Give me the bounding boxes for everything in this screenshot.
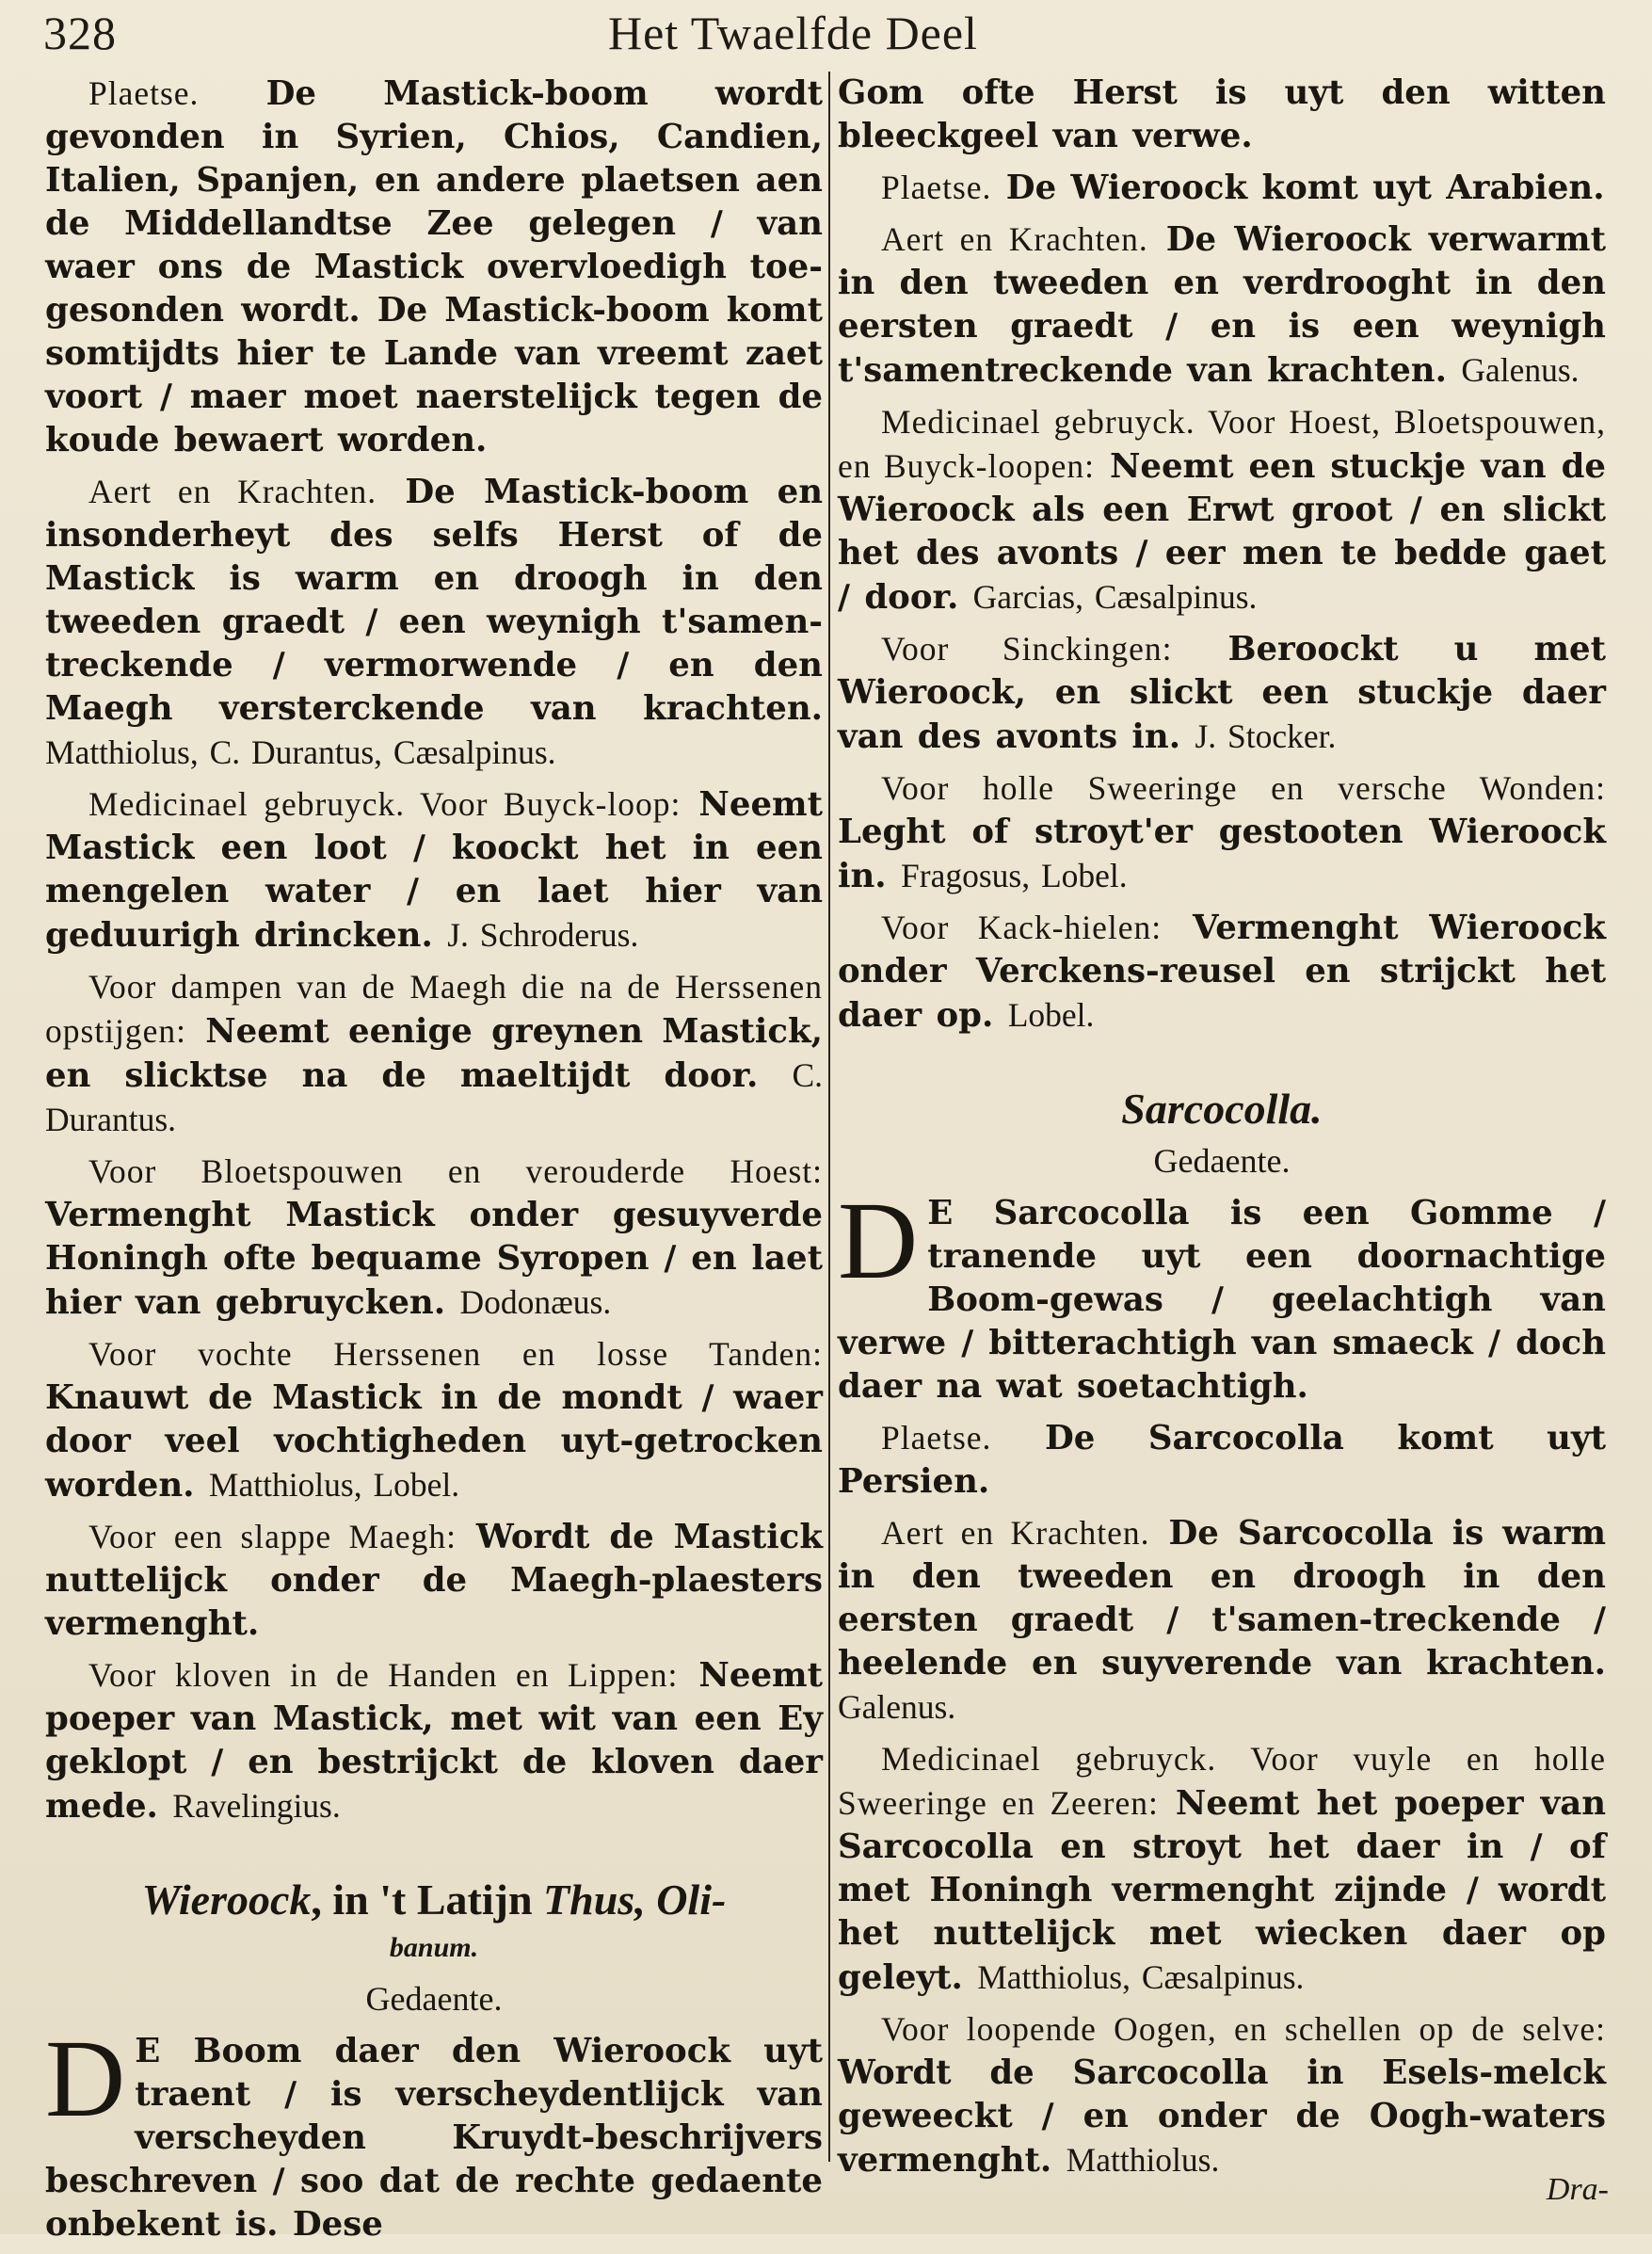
catchword: Dra- bbox=[1546, 2172, 1609, 2207]
author-citation: Matthiolus, Cæsalpinus. bbox=[977, 1958, 1305, 1996]
drop-cap: D bbox=[45, 2017, 126, 2140]
paragraph-mastick-vapours bbox=[45, 965, 823, 1142]
author-citation: Galenus. bbox=[1461, 351, 1580, 389]
paragraph-wieroock-catarrh bbox=[838, 627, 1606, 759]
section-label: Voor vochte Herssenen en losse Tanden: bbox=[88, 1335, 823, 1373]
subheading-gedaente: Gedaente. bbox=[1153, 1142, 1291, 1180]
author-citation: C. Durantus. bbox=[45, 1056, 824, 1138]
body-text: Neemt een stuckje van de Wieroock als een Erwt groot / en slickt het des avonts / eer men te bedde gaet / door. bbox=[838, 447, 1607, 617]
body-text: Leght of stroyt'er gestooten Wieroock in. bbox=[838, 813, 1606, 895]
paragraph-sarcocolla-eyes bbox=[838, 2007, 1606, 2182]
body-text: Wordt de Mastick nuttelijck onder de Maegh-plaesters vermenght. bbox=[45, 1518, 824, 1643]
body-text: Neemt het poeper van Sarcocolla en stroyt het daer in / of met Honingh vermenght zijnde / wordt het nuttelijck met wiecken daer op geleyt. bbox=[838, 1784, 1607, 1997]
body-text: Vermenght Wieroock onder Verckens-reusel en strijckt het daer op. bbox=[838, 909, 1606, 1035]
paragraph-wieroock-wounds bbox=[838, 766, 1606, 898]
author-citation: Fragosus, Lobel. bbox=[901, 857, 1128, 894]
section-label: Voor een slappe Maegh: bbox=[88, 1518, 457, 1555]
section-label: Voor holle Sweeringe en versche Wonden: bbox=[881, 769, 1606, 807]
body-text: De Wieroock verwarmt in den tweeden en verdrooght in den eersten graedt / en is een weynigh t'samentreckende van krachten. bbox=[838, 220, 1606, 390]
section-label: Medicinael gebruyck. Voor Hoest, Bloetspouwen, en Buyck-loopen: bbox=[838, 403, 1606, 485]
paragraph-wieroock-place bbox=[838, 166, 1606, 210]
paragraph-mastick-teeth bbox=[45, 1332, 823, 1507]
page-header bbox=[43, 6, 1606, 62]
section-label: Plaetse. bbox=[88, 74, 200, 112]
heading-latin: Thus, Oli- bbox=[543, 1876, 727, 1924]
body-text: De Mastick-boom en insonderheyt des selfs Herst of de Mastick is warm en droogh in den tweeden graedt / een weynigh t'samen-treckende / vermorwende / en den Maegh versterckende van krachten. bbox=[45, 473, 824, 728]
drop-cap: D bbox=[838, 1179, 919, 1302]
paragraph-sarcocolla-ulcers bbox=[838, 1737, 1606, 2000]
section-label: Medicinael gebruyck. Voor Buyck-loop: bbox=[88, 785, 682, 823]
section-label: Aert en Krachten. bbox=[881, 220, 1148, 258]
author-citation: Ravelingius. bbox=[172, 1787, 341, 1825]
author-citation: Galenus. bbox=[838, 1688, 956, 1726]
section-heading-sarcocolla: Sarcocolla. bbox=[1121, 1085, 1323, 1133]
paragraph-mastick-chapped bbox=[45, 1653, 823, 1828]
author-citation: Matthiolus. bbox=[1066, 2141, 1220, 2179]
section-label: Aert en Krachten. bbox=[881, 1514, 1150, 1552]
section-label: Voor Kack-hielen: bbox=[881, 909, 1163, 946]
paragraph-sarcocolla-properties bbox=[838, 1511, 1606, 1730]
running-title: Het Twaelfde Deel bbox=[608, 7, 978, 59]
section-label: Plaetse. bbox=[881, 1419, 992, 1457]
paragraph-mastick-place bbox=[45, 72, 823, 462]
page-number: 328 bbox=[43, 7, 117, 59]
section-label: Plaetse. bbox=[881, 169, 992, 206]
author-citation: Lobel. bbox=[1007, 996, 1095, 1034]
author-citation: J. Schroderus. bbox=[447, 916, 639, 954]
paragraph-wieroock-heels bbox=[838, 906, 1606, 1038]
section-label: Medicinael gebruyck. Voor vuyle en holle Sweeringe en Zeeren: bbox=[838, 1740, 1606, 1822]
section-label: Voor Bloetspouwen en verouderde Hoest: bbox=[88, 1152, 823, 1190]
author-citation: Garcias, Cæsalpinus. bbox=[972, 578, 1258, 616]
author-citation: J. Stocker. bbox=[1195, 717, 1337, 755]
body-text: De Mastick-boom wordt gevonden in Syrien, Chios, Candien, Italien, Spanjen, en andere plaetsen aen de Middellandtse Zee gelegen / van waer ons de Mastick overvloedigh toe-gesonden wordt. De Mastick-boom komt somtijdts hier te Lande van vreemt zaet voort / maer moet naerstelijck tegen de koude bewaert worden. bbox=[45, 74, 823, 459]
section-label: Voor dampen van de Maegh die na de Herssenen opstijgen: bbox=[45, 968, 823, 1050]
body-text: Wordt de Sarcocolla in Esels-melck geweeckt / en onder de Oogh-waters vermenght. bbox=[838, 2053, 1606, 2180]
body-text: Beroockt u met Wieroock, en slickt een stuckje daer van des avonts in. bbox=[838, 630, 1606, 756]
paragraph-mastick-diarrhea bbox=[45, 782, 823, 958]
paragraph-wieroock-gum bbox=[838, 72, 1606, 158]
section-label: Voor loopende Oogen, en schellen op de selve: bbox=[881, 2010, 1606, 2048]
body-text: De Sarcocolla is warm in den tweeden en droogh in den eersten graedt / t'samen-treckende / heelende en suyverende van krachten. bbox=[838, 1514, 1607, 1682]
section-label: Aert en Krachten. bbox=[88, 473, 377, 510]
body-text: De Wieroock komt uyt Arabien. bbox=[1005, 169, 1605, 207]
author-citation: Matthiolus, C. Durantus, Cæsalpinus. bbox=[45, 733, 556, 771]
body-text: Neemt poeper van Mastick, met wit van een Ey geklopt / en bestrijckt de kloven daer mede. bbox=[45, 1656, 823, 1826]
heading-latin-continuation: banum. bbox=[389, 1932, 479, 1963]
body-text: Gom ofte Herst is uyt den witten bleeckgeel van verwe. bbox=[838, 73, 1606, 155]
paragraph-mastick-stomach bbox=[45, 1515, 823, 1646]
body-text: Neemt eenige greynen Mastick, en slicktse na de maeltijdt door. bbox=[45, 1012, 823, 1095]
paragraph-mastick-properties bbox=[45, 470, 823, 775]
paragraph-wieroock-cough bbox=[838, 400, 1606, 620]
section-label: Voor kloven in de Handen en Lippen: bbox=[88, 1656, 679, 1694]
section-label: Voor Sinckingen: bbox=[881, 630, 1173, 668]
body-text: Knauwt de Mastick in de mondt / waer door veel vochtigheden uyt-getrocken worden. bbox=[45, 1378, 823, 1505]
subheading-gedaente: Gedaente. bbox=[365, 1980, 503, 2018]
body-text: Vermenght Mastick onder gesuyverde Honingh ofte bequame Syropen / en laet hier van gebruycken. bbox=[45, 1196, 823, 1322]
paragraph-wieroock-properties bbox=[838, 217, 1606, 393]
body-text: E Sarcocolla is een Gomme / tranende uyt een doornachtige Boom-gewas / geelachtigh van verwe / bitterachtigh van smaeck / doch daer na wat soetachtigh. bbox=[838, 1194, 1606, 1406]
body-text: De Sarcocolla komt uyt Persien. bbox=[838, 1419, 1606, 1501]
author-citation: Dodonæus. bbox=[459, 1283, 612, 1321]
left-column bbox=[45, 72, 823, 2254]
paragraph-sarcocolla-description bbox=[838, 1179, 1606, 1409]
column-divider bbox=[828, 72, 830, 2162]
body-text: E Boom daer den Wieroock uyt traent / is verscheydentlijck van verscheyden Kruydt-beschrijvers beschreven / soo dat de rechte gedaente onbekent is. Dese bbox=[45, 2032, 823, 2244]
paragraph-mastick-cough bbox=[45, 1150, 823, 1325]
paragraph-sarcocolla-place bbox=[838, 1416, 1606, 1504]
body-text: Neemt Mastick een loot / koockt het in een mengelen water / en laet hier van geduurigh drincken. bbox=[45, 785, 823, 955]
section-heading-wieroock bbox=[45, 1874, 823, 1926]
author-citation: Matthiolus, Lobel. bbox=[208, 1466, 460, 1504]
right-column bbox=[838, 72, 1606, 2190]
heading-latin-prefix: , in 't Latijn bbox=[311, 1876, 533, 1924]
heading-title: Wieroock bbox=[141, 1876, 312, 1924]
paragraph-wieroock-description bbox=[45, 2017, 823, 2246]
